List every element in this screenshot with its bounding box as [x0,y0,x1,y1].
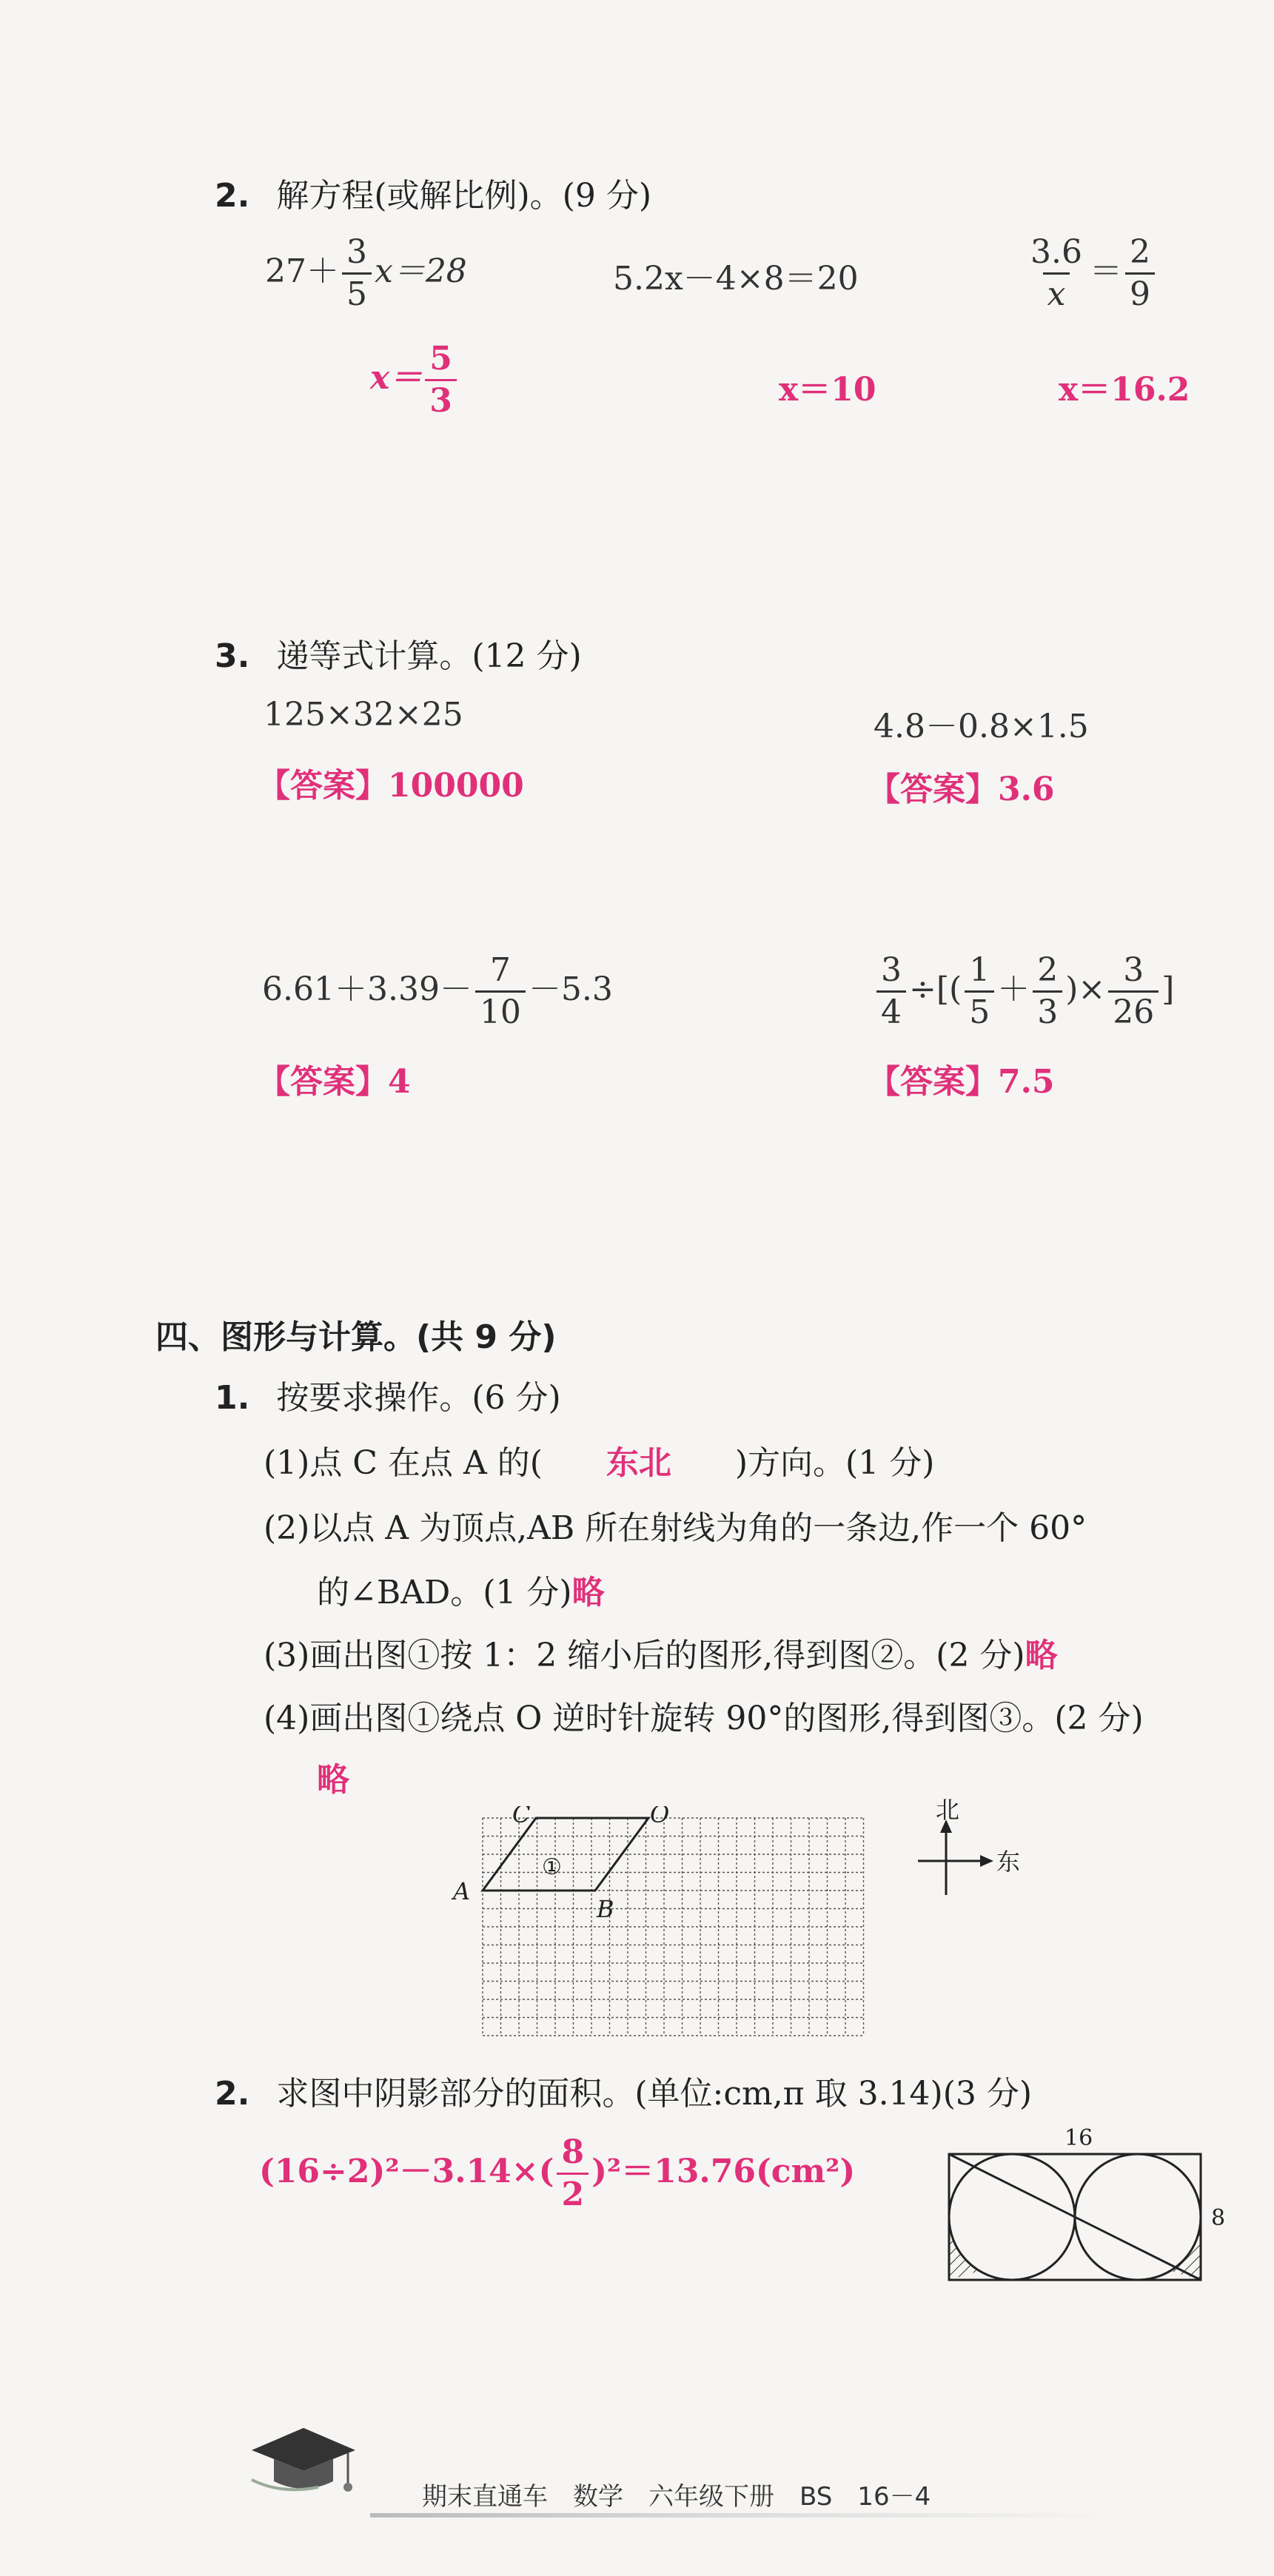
q3-expr-2: 4.8－0.8×1.5 [874,708,1089,745]
compass-east: 东 [996,1848,1021,1876]
s4-q1-part2-line2: 的∠BAD。(1 分)略 [317,1574,605,1611]
s4-q1-title: 1. 按要求操作。(6 分) [215,1379,561,1417]
circles-rectangle-figure [940,2117,1266,2287]
s4-q1-part2-line1: (2)以点 A 为顶点,AB 所在射线为角的一条边,作一个 60° [264,1509,1087,1547]
q3-answer-4: 【答案】7.5 [868,1063,1055,1101]
q3-expr-4: $\frac{3}{4}$ ÷[( $\frac{1}{5}$ ＋ $\frac{2}{3}$ )× $\frac{3}{26}$ ] [874,953,1174,1030]
s4-q1-part3: (3)画出图①按 1：2 缩小后的图形,得到图②。(2 分)略 [264,1637,1058,1674]
q3-answer-3: 【答案】4 [258,1063,411,1101]
grid-figure [444,1806,925,2050]
q2-equation-1: 27＋ $\frac{3}{5}$ x＝28 [265,233,467,314]
footer-text: 期末直通车 数学 六年级下册 BS 16－4 [422,2482,931,2512]
q2-answer-3: x＝16.2 [1059,371,1190,409]
q2-title: 2. 解方程(或解比例)。(9 分) [215,177,651,215]
parallelogram-fig1 [483,1818,648,1891]
s4-q2-answer: (16÷2)²－3.14×( $\frac{8}{2}$ )²＝13.76(cm²) [259,2133,856,2214]
label-A: A [453,1877,471,1905]
q3-answer-1: 【答案】100000 [258,767,524,805]
fig-width-label: 16 [1065,2125,1093,2151]
label-O: O [650,1806,670,1828]
label-fig1: ① [542,1854,562,1880]
q3-title: 3. 递等式计算。(12 分) [215,637,582,675]
footer-rule [370,2513,1118,2518]
q2-equation-3: $\frac{3.6}{x}$ ＝ $\frac{2}{9}$ [1023,235,1158,312]
right-circle [1075,2154,1201,2280]
s4-q1-part4-answer: 略 [317,1761,349,1799]
label-C: C [512,1806,531,1828]
s4-q2-title: 2. 求图中阴影部分的面积。(单位:cm,π 取 3.14)(3 分) [215,2075,1033,2113]
label-B: B [597,1895,614,1923]
left-circle [949,2154,1075,2280]
s4-q1-part4: (4)画出图①绕点 O 逆时针旋转 90°的图形,得到图③。(2 分) [264,1700,1144,1737]
q2-equation-2: 5.2x－4×8＝20 [613,260,859,298]
q3-expr-1: 125×32×25 [264,696,463,734]
diagonal-line [949,2154,1201,2280]
fig-height-label: 8 [1211,2205,1226,2231]
compass-north: 北 [936,1799,960,1824]
s4-q1-part1: (1)点 C 在点 A 的( 东北 )方向。(1 分) [264,1444,935,1482]
compass-icon [911,1799,1044,1917]
section4-title: 四、图形与计算。(共 9 分) [155,1318,557,1356]
q3-answer-2: 【答案】3.6 [868,771,1055,808]
q2-answer-2: x＝10 [779,371,876,409]
q2-answer-1: x＝ $\frac{5}{3}$ [370,342,460,418]
q3-expr-3: 6.61＋3.39－ $\frac{7}{10}$ －5.3 [262,951,613,1032]
grid-lines [483,1818,864,2036]
graduation-cap-logo [237,2413,370,2502]
